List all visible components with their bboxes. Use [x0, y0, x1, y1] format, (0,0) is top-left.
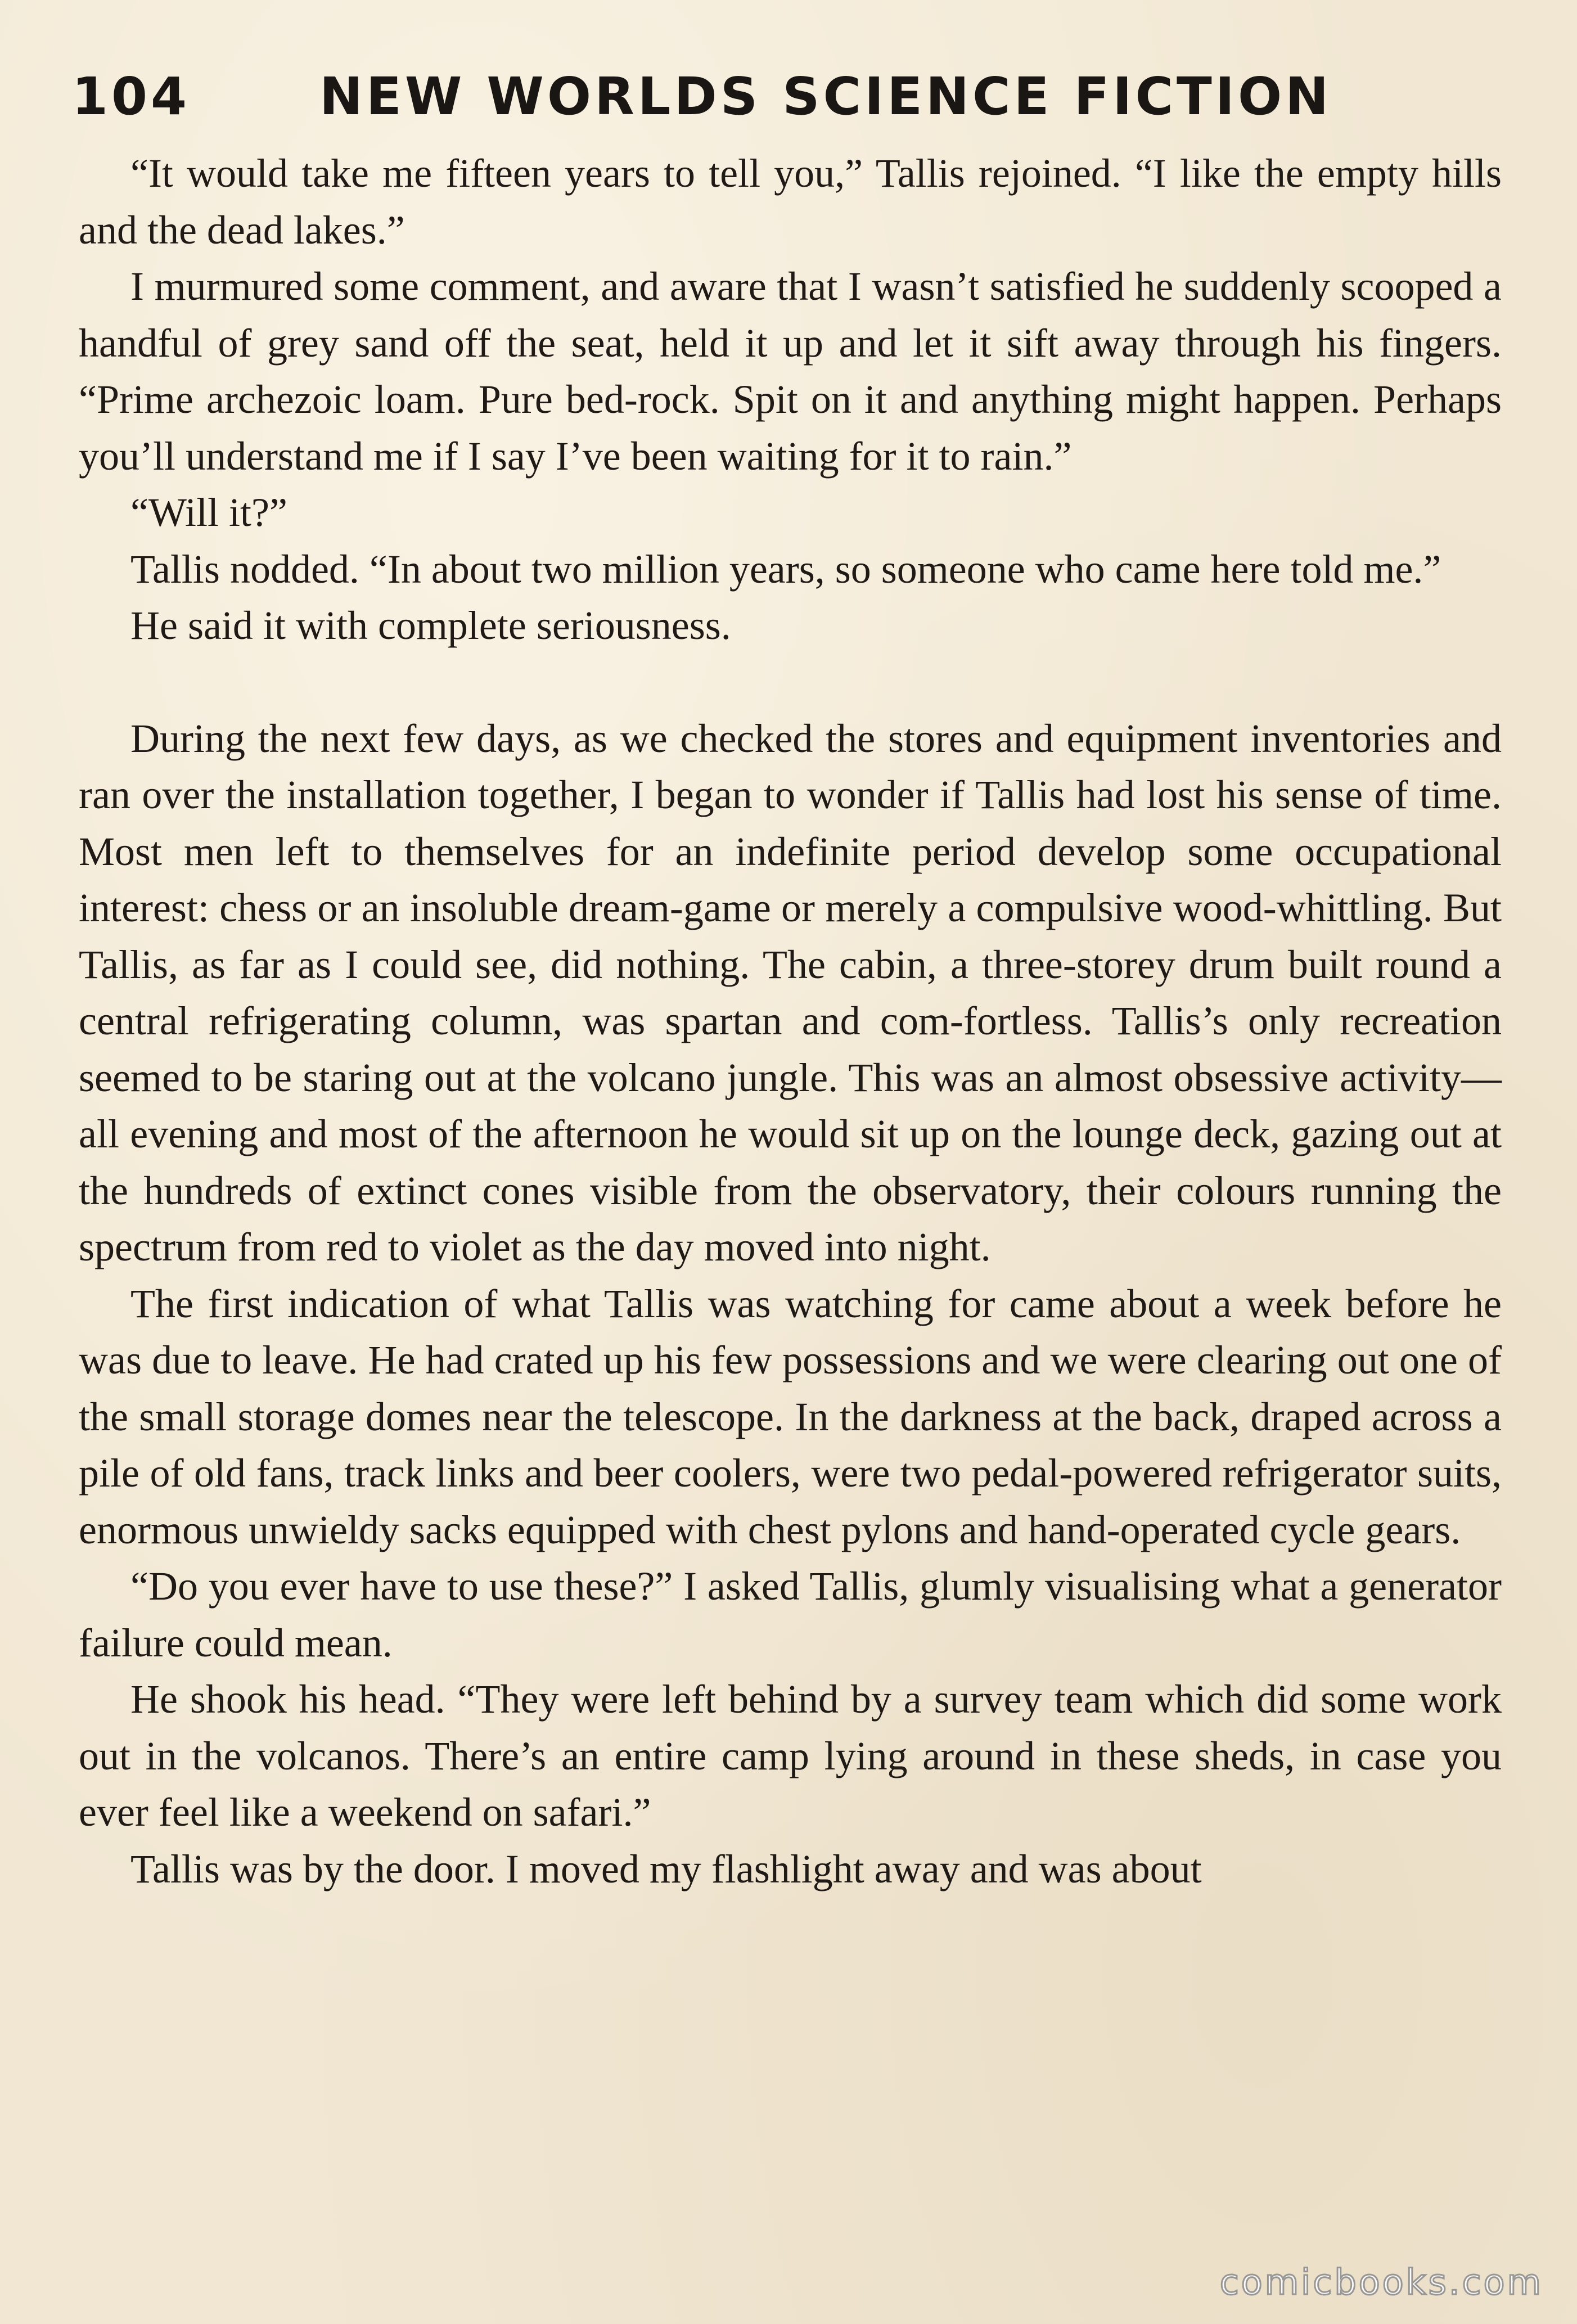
paragraph: Tallis was by the door. I moved my flashlight away and was about: [130, 1846, 1202, 1891]
paragraph: During the next few days, as we checked the stores and equipment inventories and ran over the installation together, I began to wonder if Tallis had lost his sense of time. Most men left to themselves for an indefinite period develop some occupational interest: chess or an insoluble dream-game or merely a compulsive wood-whittling. But Tallis, as far as I could see, did nothing. The cabin, a three-storey drum built round a central refrigerating column, was spartan and com-fortless. Tallis’s only recreation seemed to be staring out at the volcano jungle. This was an almost obsessive activity—all evening and most of the afternoon he would sit up on the lounge deck, gazing out at the hundreds of extinct cones visible from the observatory, their colours running the spectrum from red to violet as the day moved into night.: [79, 715, 1502, 1269]
watermark: comicbooks.com: [1219, 2262, 1543, 2303]
paragraph: Tallis nodded. “In about two million years, so someone who came here told me.”: [130, 546, 1441, 592]
paragraph: “Do you ever have to use these?” I asked Tallis, glumly visualising what a generator failure could mean.: [79, 1564, 1502, 1665]
story-text: [79, 145, 1502, 1897]
page-number: 104: [72, 66, 191, 127]
paragraph: I murmured some comment, and aware that I wasn’t satisfied he suddenly scooped a handful of grey sand off the seat, held it up and let it sift away through his fingers. “Prime archezoic loam. Pure bed-rock. Spit on it and anything might happen. Perhaps you’ll understand me if I say I’ve been waiting for it to rain.”: [79, 264, 1502, 479]
paragraph: The first indication of what Tallis was watching for came about a week before he was due to leave. He had crated up his few possessions and we were clearing out one of the small storage domes near the telescope. In the darkness at the back, draped across a pile of old fans, track links and beer coolers, were two pedal-powered refrigerator suits, enormous unwieldy sacks equipped with chest pylons and hand-operated cycle gears.: [79, 1281, 1502, 1552]
paragraph: He said it with complete seriousness.: [130, 603, 731, 648]
paragraph: “It would take me fifteen years to tell you,” Tallis rejoined. “I like the empty hills and the dead lakes.”: [79, 151, 1502, 253]
magazine-title: NEW WORLDS SCIENCE FICTION: [319, 66, 1332, 127]
running-header: [72, 66, 1512, 128]
paragraph: He shook his head. “They were left behind by a survey team which did some work out in the volcanos. There’s an entire camp lying around in these sheds, in case you ever feel like a weekend on safari.”: [79, 1677, 1502, 1835]
paragraph: “Will it?”: [130, 490, 287, 535]
